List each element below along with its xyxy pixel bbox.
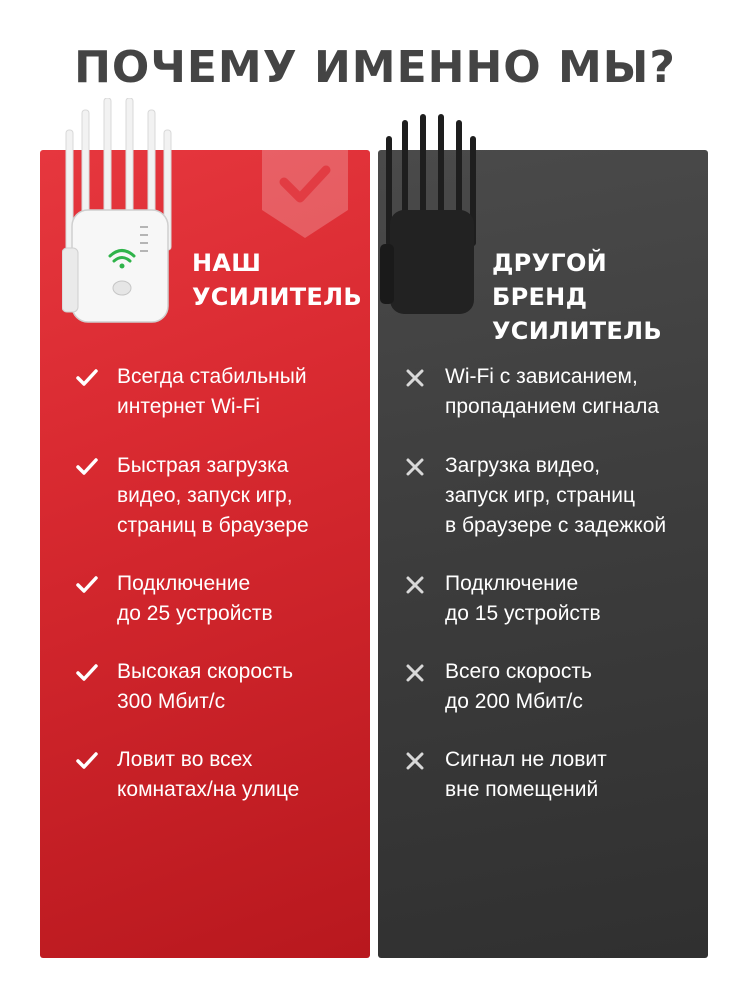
other-brand-panel [378, 150, 708, 958]
check-icon [76, 751, 98, 771]
item-text-line: Загрузка видео, [445, 454, 601, 477]
item-text-line: до 200 Мбит/с [445, 690, 583, 713]
our-heading-line2: УСИЛИТЕЛЬ [192, 283, 362, 311]
item-text-line: пропаданием сигнала [445, 395, 660, 418]
check-icon [76, 368, 98, 388]
other-heading [492, 246, 708, 348]
item-text-line: Сигнал не ловит [445, 748, 607, 771]
item-text-line: Всегда стабильный [117, 365, 307, 388]
item-text-line: Высокая скорость [117, 660, 294, 683]
our-product-panel [40, 150, 370, 958]
item-text-line: страниц в браузере [117, 514, 309, 537]
item-text-line: интернет Wi-Fi [117, 395, 261, 418]
page-title: ПОЧЕМУ ИМЕННО МЫ? [74, 42, 676, 93]
checkmark-badge-icon [262, 148, 348, 238]
other-heading-line2: УСИЛИТЕЛЬ [492, 317, 662, 345]
item-text-line: запуск игр, страниц [445, 484, 636, 507]
our-heading [192, 246, 362, 314]
item-text-line: Подключение [117, 572, 251, 595]
other-heading-line1: ДРУГОЙ БРЕНД [492, 249, 608, 311]
item-text-line: вне помещений [445, 778, 599, 801]
item-text-line: до 15 устройств [445, 602, 601, 625]
white-repeater-image [62, 98, 182, 328]
our-heading-line1: НАШ [192, 249, 262, 277]
item-text-line: до 25 устройств [117, 602, 273, 625]
check-icon [76, 663, 98, 683]
item-text-line: 300 Мбит/с [117, 690, 226, 713]
check-icon [76, 575, 98, 595]
item-text-line: Подключение [445, 572, 579, 595]
cross-icon [404, 751, 426, 771]
cross-icon [404, 575, 426, 595]
item-text-line: Ловит во всех [117, 748, 253, 771]
check-icon [76, 457, 98, 477]
item-text-line: видео, запуск игр, [117, 484, 293, 507]
cross-icon [404, 368, 426, 388]
item-text-line: комнатах/на улице [117, 778, 300, 801]
item-text-line: Всего скорость [445, 660, 592, 683]
item-text-line: в браузере с задежкой [445, 514, 667, 537]
item-text-line: Wi-Fi с зависанием, [445, 365, 638, 388]
black-repeater-image [380, 114, 480, 324]
item-text-line: Быстрая загрузка [117, 454, 289, 477]
cross-icon [404, 457, 426, 477]
cross-icon [404, 663, 426, 683]
